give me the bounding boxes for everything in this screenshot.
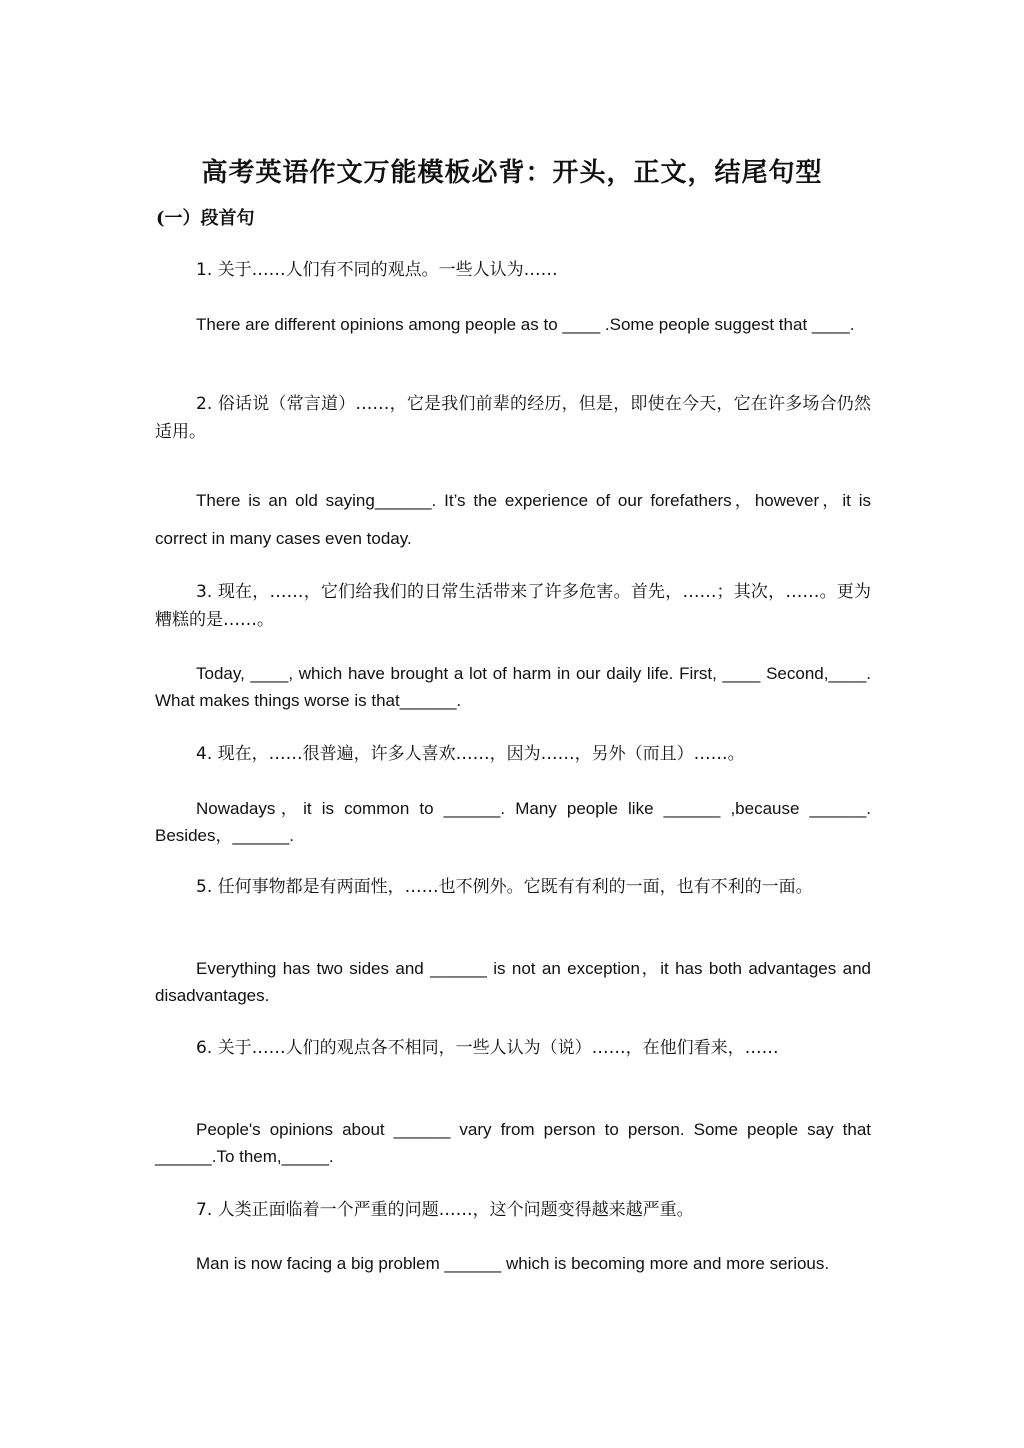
item-5-chinese: 5. 任何事物都是有两面性，……也不例外。它既有有利的一面，也有不利的一面。 (196, 877, 813, 897)
item-3-english: Today, ____, which have brought a lot of harm in our daily life. First, ____ Second,____. What makes things worse is that______. (155, 664, 871, 710)
item-4-chinese: 4. 现在，……很普遍，许多人喜欢……，因为……，另外（而且）……。 (196, 744, 745, 764)
item-1-english: There are different opinions among people as to ____ .Some people suggest that ____. (196, 315, 855, 334)
item-6-chinese: 6. 关于……人们的观点各不相同，一些人认为（说）……，在他们看来，…… (196, 1038, 779, 1058)
item-2-english: There is an old saying______. It’s the experience of our forefathers，however，it is correct in many cases even today. (155, 491, 871, 548)
section-heading: (一）段首句 (156, 208, 255, 229)
item-4-english: Nowadays，it is common to ______. Many people like ______ ,because ______. Besides，______. (155, 799, 871, 845)
item-3-chinese: 3. 现在，……，它们给我们的日常生活带来了许多危害。首先，……；其次，……。更为糟糕的是……。 (155, 582, 871, 630)
item-7-chinese: 7. 人类正面临着一个严重的问题……，这个问题变得越来越严重。 (196, 1200, 694, 1220)
document-title: 高考英语作文万能模板必背：开头，正文，结尾句型 (201, 158, 823, 188)
item-1-chinese: 1. 关于……人们有不同的观点。一些人认为…… (196, 260, 558, 280)
item-2-chinese: 2. 俗话说（常言道）……，它是我们前辈的经历，但是，即使在今天，它在许多场合仍然适用。 (155, 394, 871, 442)
item-6-english: People's opinions about ______ vary from person to person. Some people say that ______.To them,_____. (155, 1120, 871, 1166)
item-7-english: Man is now facing a big problem ______ which is becoming more and more serious. (196, 1254, 830, 1273)
item-5-english: Everything has two sides and ______ is not an exception，it has both advantages and disadvantages. (155, 959, 871, 1005)
